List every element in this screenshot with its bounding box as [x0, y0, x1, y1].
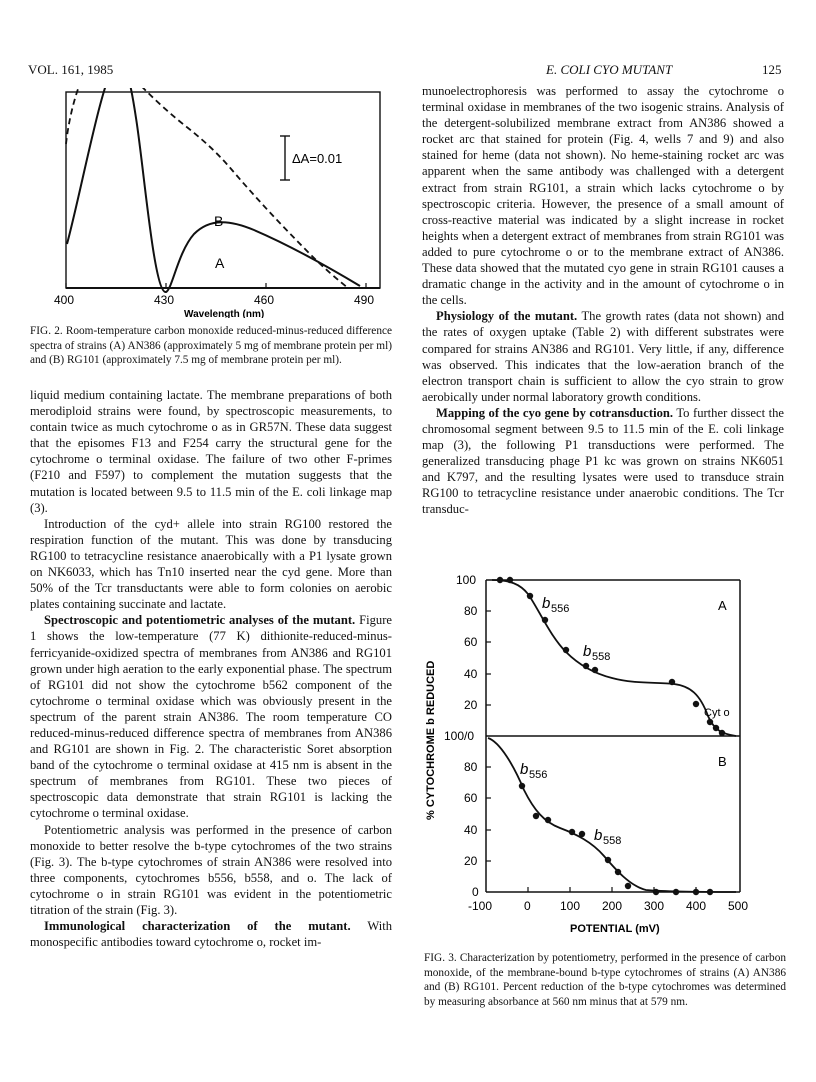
left-column [30, 387, 392, 950]
left-paragraph-1: liquid medium containing lactate. The membrane preparations of both merodiploid strains were found, by spectroscopic measurements, to contain twice as much cytochrome o as in GR57N. These data suggest that the episomes F13 and F254 carry the structural gene for the cytochrome o terminal oxidase. The failure of two other F-primes (F210 and F597) to complement the mutation suggests that the mutation is located between 9.5 to 11.5 min of the E. coli linkage map (3). [30, 388, 392, 515]
fig2-x-tick-460: 460 [254, 293, 275, 307]
fig3-x-tick-m100: -100 [468, 899, 493, 913]
fig3-a-b556-label: 556 [551, 603, 570, 615]
fig3-y-tick-mid: 100/0 [444, 729, 475, 743]
right-heading-mapping: Mapping of the cyo gene by cotransduction. [436, 405, 674, 420]
fig3-a-cyto-label: Cyt o [704, 707, 730, 719]
fig3-y-tick-a-20: 20 [464, 698, 478, 712]
fig3-y-tick-b-20: 20 [464, 854, 478, 868]
fig3-y-tick-b-80: 80 [464, 760, 478, 774]
left-paragraph-3 [30, 612, 392, 821]
fig3-y-tick-a-40: 40 [464, 667, 478, 681]
fig2-scale-bar-label: ΔA=0.01 [292, 151, 343, 166]
fig3-panel-a-label: A [718, 598, 727, 613]
right-paragraph-2 [422, 308, 784, 405]
figure-2 [20, 88, 400, 318]
fig2-curve-b-label: B [214, 213, 224, 229]
right-paragraph-3-text: To further dissect the chromosomal segment between 9.5 to 11.5 min of the E. coli linkage map (3), the following P1 transductions were performed. The generalized transducing phage P1 kc was grown on strains NK6051 and K797, and the resulting lysates were used to transduce strain RG100 to tetracycline resistance under anaerobic conditions. The Tcr transduc- [422, 405, 784, 517]
fig3-x-axis-label: POTENTIAL (mV) [570, 923, 660, 935]
fig2-x-tick-490: 490 [354, 293, 375, 307]
fig3-x-tick-0: 0 [524, 899, 531, 913]
fig3-y-tick-a-60: 60 [464, 635, 478, 649]
fig3-y-tick-b-40: 40 [464, 823, 478, 837]
fig3-points-a [497, 577, 725, 736]
fig3-x-tick-300: 300 [644, 899, 665, 913]
right-heading-physiology: Physiology of the mutant. [436, 309, 578, 324]
left-paragraph-5 [30, 918, 392, 950]
fig3-b-b556-label: 556 [529, 769, 548, 781]
running-header-title: E. COLI CYO MUTANT [546, 62, 673, 77]
svg-text:b: b [594, 827, 603, 844]
fig2-x-axis-label: Wavelength (nm) [184, 309, 265, 318]
fig3-x-tick-500: 500 [728, 899, 749, 913]
svg-text:b: b [583, 643, 592, 660]
fig3-curve-a [492, 580, 736, 736]
fig3-y-tick-top: 100 [456, 573, 477, 587]
page-number: 125 [762, 62, 782, 77]
svg-text:b: b [542, 595, 551, 612]
fig2-curve-b [66, 88, 348, 288]
fig3-y-tick-b-0: 0 [472, 885, 479, 899]
fig3-x-tick-100: 100 [560, 899, 581, 913]
left-paragraph-3-text: Figure 1 shows the low-temperature (77 K) dithionite-reduced-minus-ferricyanide-oxidized spectra of membranes from AN386 and RG101 grown under high aeration to the early exponential phase. The spectrum of RG101 did not show the cytochrome b562 component of the cytochrome o terminal oxidase which was obviously present in the spectrum of the parent strain AN386. The room temperature CO reduced-minus-reduced difference spectra of membranes from AN386 and RG101 are shown in Fig. 2. The characteristic Soret absorption band of the cytochrome o terminal oxidase at 415 nm is absent in the spectrum of membranes from RG101. These two pieces of spectroscopic data demonstrate that strain RG101 is lacking the cytochrome o terminal oxidase. [30, 613, 392, 821]
left-paragraph-2: Introduction of the cyd+ allele into strain RG100 restored the respiration function of the mutant. This was done by transducing RG100 to tetracycline resistance anaerobically with a P1 lysate grown on NK6033, which has Tn10 inserted near the cyd gene. More than 50% of the Tcr transductants were able to form colonies on aerobic plates containing succinate and lactate. [30, 516, 392, 612]
left-heading-immunological: Immunological characterization of the mutant. [44, 919, 351, 934]
right-paragraph-3 [422, 405, 784, 518]
fig3-x-tick-400: 400 [686, 899, 707, 913]
svg-text:b: b [520, 761, 529, 778]
fig3-y-tick-a-80: 80 [464, 604, 478, 618]
fig2-caption: FIG. 2. Room-temperature carbon monoxide reduced-minus-reduced difference spectra of strains (A) AN386 (approximately 5 mg of membrane protein per ml) and (B) RG101 (approximately 7.5 mg of membrane protein per ml). [30, 325, 392, 367]
left-paragraph-5-text: With monospecific antibodies toward cytochrome o, rocket im- [30, 919, 392, 950]
fig3-panel-b-label: B [718, 754, 727, 769]
left-heading-spectroscopic: Spectroscopic and potentiometric analyses of the mutant. [44, 613, 356, 628]
fig3-a-b558-label: 558 [592, 651, 611, 663]
right-paragraph-1: munoelectrophoresis was performed to assay the cytochrome o terminal oxidase in membranes of the two isogenic strains. Analysis of the detergent-solubilized membrane extract from AN386 showed a rocket arc that stained for protein (Fig. 4, wells 7 and 9) and also stained for heme (data not shown). No heme-staining rocket arc was apparent when the same antibody was challenged with a detergent extract from strain RG101, a strain which lacks cytochrome o by spectroscopic criteria. However, the presence of a small amount of cross-reactive material was indicated by a slight increase in rocket heights when a detergent extract of membranes from strain RG101 was added to pure cytochrome o or to the membrane extract of AN386. These data showed that the mutated cyo gene in strain RG101 causes a dramatic change in the activity and in the amount of cytochrome o in the cells. [422, 84, 784, 308]
fig3-x-tick-200: 200 [602, 899, 623, 913]
right-column [422, 83, 784, 518]
fig3-caption: FIG. 3. Characterization by potentiometry, performed in the presence of carbon monoxide, of the membrane-bound b-type cytochromes of strains (A) AN386 and (B) RG101. Percent reduction of the b-type cytochromes was determined by measuring absorbance at 560 nm minus that at 579 nm. [424, 952, 786, 1008]
fig2-x-tick-400: 400 [54, 293, 75, 307]
fig2-curve-a-label: A [215, 255, 225, 271]
right-paragraph-2-text: The growth rates (data not shown) and the rates of oxygen uptake (Table 2) with different substrates were compared for strains AN386 and RG101. Very little, if any, difference was observed. This indicates that the low-aeration branch of the electron transport chain is sufficient to allow the cyo strain to grow aerobically under normal laboratory growth conditions. [422, 309, 785, 404]
fig3-b-b558-label: 558 [603, 835, 622, 847]
fig2-x-tick-430: 430 [154, 293, 175, 307]
fig2-curve-a-line [67, 88, 360, 292]
figure-3 [420, 570, 790, 940]
fig3-y-tick-b-60: 60 [464, 791, 478, 805]
running-header-volume: VOL. 161, 1985 [28, 62, 114, 77]
fig2-curve-a [67, 101, 350, 318]
fig3-y-axis-label: % CYTOCHROME b REDUCED [425, 660, 437, 820]
left-paragraph-4: Potentiometric analysis was performed in the presence of carbon monoxide to better resolve the b-type cytochromes of the two strains (Fig. 3). The b-type cytochromes of strain AN386 were resolved into three components, cytochromes b556, b558, and o. The lack of cytochrome o in strain RG101 was evident in the potentiometric titration of the strain (Fig. 3). [30, 822, 392, 917]
